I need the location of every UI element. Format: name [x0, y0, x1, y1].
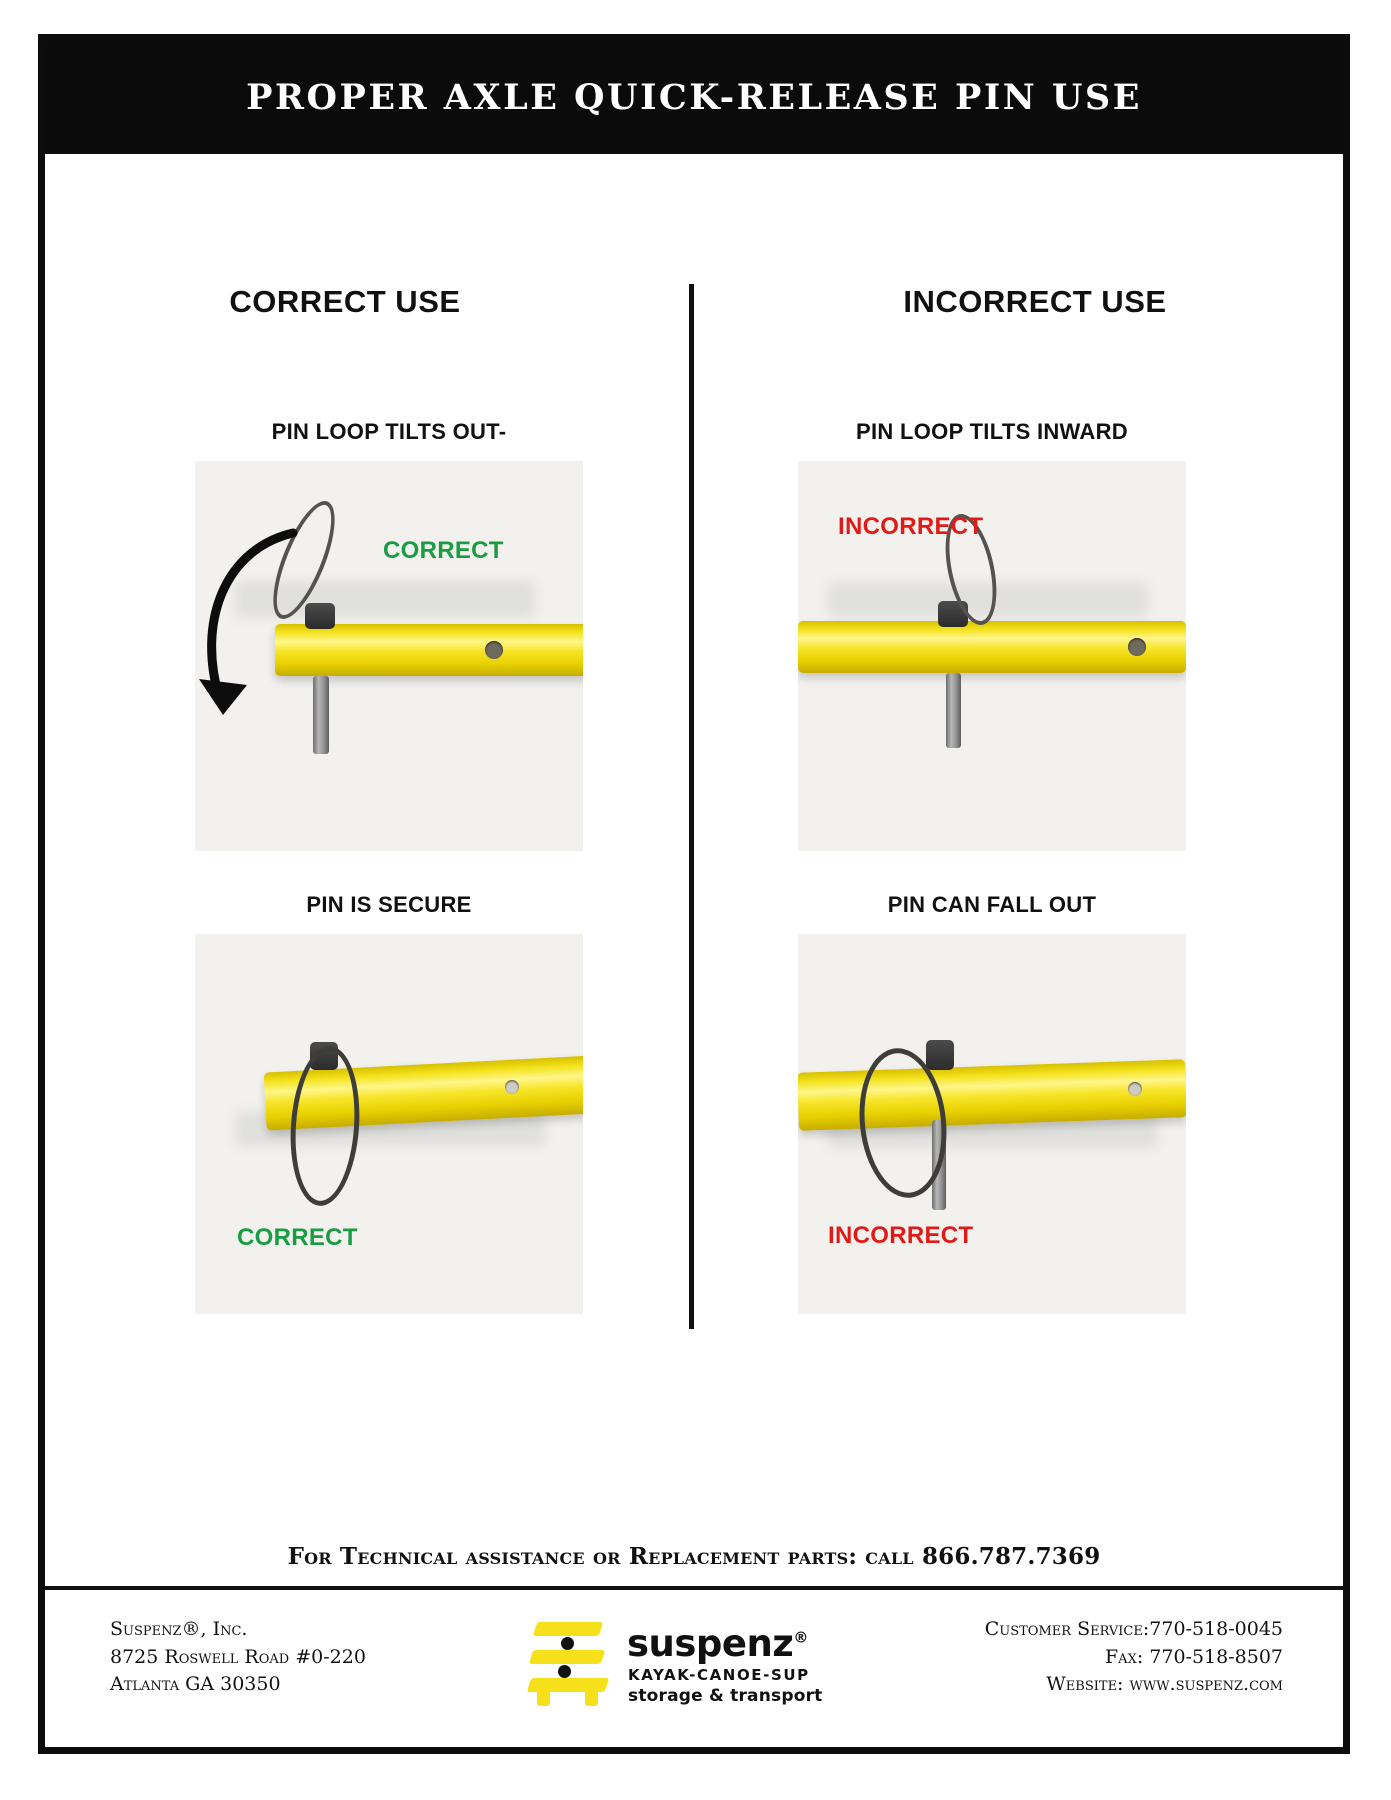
- footer-website: Website: www.suspenz.com: [1046, 1673, 1283, 1696]
- photo-correct-top: [195, 461, 583, 851]
- panel-incorrect-top: [798, 419, 1186, 851]
- poster-page: [38, 34, 1350, 1754]
- logo-word-text: suspenz: [627, 1622, 794, 1665]
- header-band: [45, 41, 1343, 154]
- logo-leg-left: [537, 1690, 550, 1706]
- panel-incorrect-bottom: [798, 892, 1186, 1314]
- photo-correct-bottom: [195, 934, 583, 1314]
- logo-slab-top: [533, 1622, 604, 1636]
- panel-correct-bottom: [195, 892, 583, 1314]
- panel-caption: PIN LOOP TILTS OUT-: [271, 419, 507, 444]
- column-heading-correct: CORRECT USE: [229, 284, 461, 319]
- photo-incorrect-bottom: [798, 934, 1186, 1314]
- footer-address-line2: Atlanta GA 30350: [110, 1673, 281, 1696]
- column-heading-incorrect: INCORRECT USE: [903, 284, 1167, 319]
- pin-head: [926, 1040, 954, 1070]
- footer-contact-block: [985, 1616, 1283, 1699]
- footer: [45, 1594, 1343, 1747]
- bar-hole: [1128, 638, 1146, 656]
- footer-divider: [45, 1586, 1343, 1590]
- overlay-label-incorrect: INCORRECT: [828, 1222, 974, 1249]
- technical-assistance-line: For Technical assistance or Replacement parts: call 866.787.7369: [287, 1543, 1101, 1570]
- logo-dot-upper: [561, 1637, 574, 1650]
- logo-tagline-storage: storage & transport: [628, 1686, 823, 1706]
- logo-wordmark: [627, 1622, 808, 1665]
- logo-slab-middle: [529, 1650, 606, 1664]
- panel-correct-top: [195, 419, 583, 851]
- overlay-label-incorrect: INCORRECT: [838, 513, 984, 540]
- panel-caption: PIN IS SECURE: [306, 892, 472, 917]
- suspenz-logo: [529, 1608, 859, 1718]
- footer-address-block: [110, 1616, 366, 1699]
- footer-company: Suspenz®, Inc.: [110, 1618, 248, 1640]
- overlay-label-correct: CORRECT: [237, 1224, 358, 1251]
- logo-registered-mark: ®: [793, 1628, 808, 1647]
- panel-caption: PIN CAN FALL OUT: [887, 892, 1097, 917]
- footer-customer-service: Customer Service:770-518-0045: [984, 1618, 1283, 1640]
- logo-dot-lower: [558, 1665, 571, 1678]
- footer-address-line1: 8725 Roswell Road #0-220: [110, 1645, 366, 1668]
- rack-logo-icon: [529, 1620, 619, 1706]
- pin-shaft: [946, 673, 961, 748]
- logo-leg-right: [585, 1690, 598, 1706]
- bar-hole: [485, 641, 503, 659]
- page-title: PROPER AXLE QUICK-RELEASE PIN USE: [246, 77, 1142, 118]
- photo-incorrect-top: [798, 461, 1186, 851]
- rotation-arrow-icon: [195, 501, 345, 731]
- column-divider: [689, 284, 694, 1329]
- body-area: [45, 154, 1343, 1530]
- footer-fax: Fax: 770-518-8507: [1105, 1645, 1283, 1668]
- bar-hole: [505, 1080, 519, 1094]
- panel-caption: PIN LOOP TILTS INWARD: [856, 419, 1128, 444]
- overlay-label-correct: CORRECT: [383, 537, 504, 564]
- logo-tagline-products: KAYAK-CANOE-SUP: [628, 1666, 810, 1684]
- bar-hole: [1128, 1082, 1142, 1096]
